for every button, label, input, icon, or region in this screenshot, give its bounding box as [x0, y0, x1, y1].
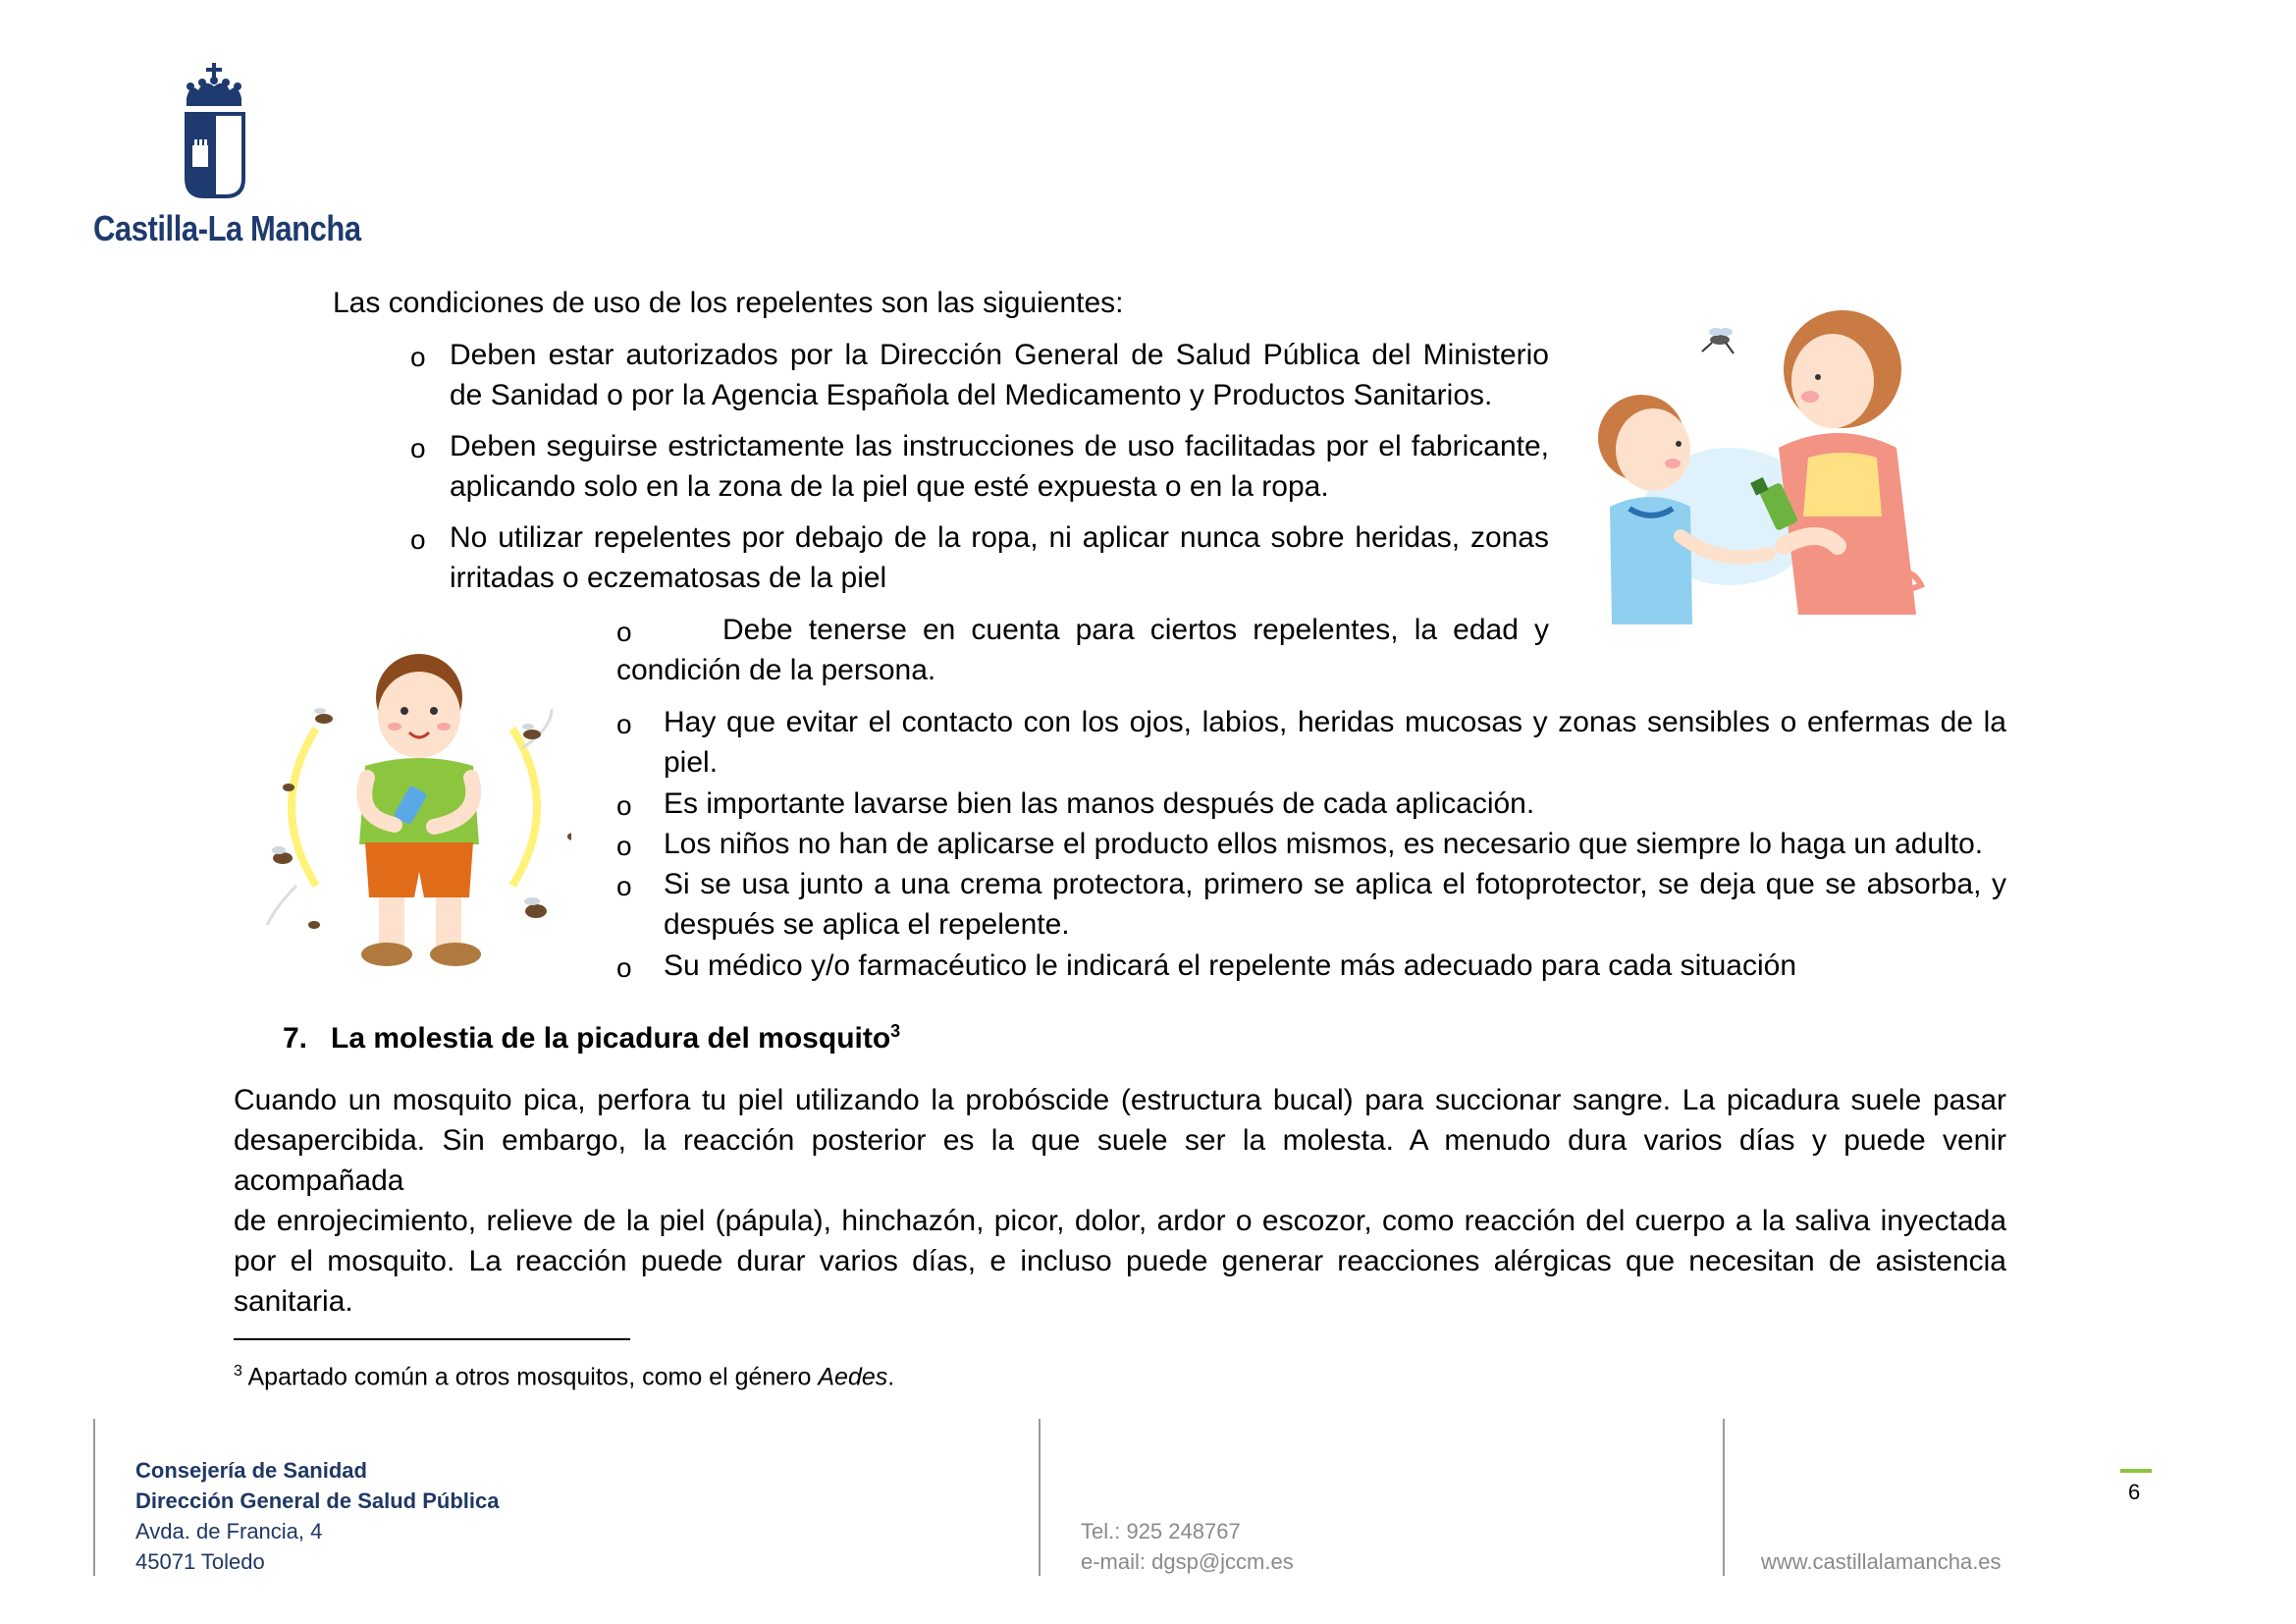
list-bullet: o: [410, 433, 426, 463]
list-bullet: o: [616, 709, 632, 739]
page-number-accent: [2120, 1469, 2152, 1473]
section-heading: [283, 1018, 900, 1058]
section-title: La molestia de la picadura del mosquito: [331, 1022, 891, 1055]
woman-applying-repellent-illustration: [1582, 300, 1975, 630]
list-bullet: o: [616, 831, 632, 861]
paragraph-line: de enrojecimiento, relieve de la piel (pápula), hinchazón, picor, dolor, ardor o escozor, como reacción del cuerpo a la saliva inyectada: [234, 1205, 2006, 1237]
footer-divider: [93, 1419, 95, 1576]
list-bullet: o: [410, 342, 426, 372]
footer-email[interactable]: e-mail: dgsp@jccm.es: [1081, 1549, 1294, 1574]
paragraph-line: sanitaria.: [234, 1285, 353, 1318]
list-bullet: o: [616, 952, 632, 983]
list-item: Hay que evitar el contacto con los ojos, labios, heridas mucosas y zonas sensibles o enfermas de la piel.: [664, 706, 2006, 779]
paragraph-line: Cuando un mosquito pica, perfora tu piel utilizando la probóscide (estructura bucal) para succionar sangre. La picadura suele pasar: [234, 1084, 2006, 1116]
paragraph-line: desapercibida. Sin embargo, la reacción posterior es la que suele ser la molesta. A menudo dura varios días y puede venir acompañada: [234, 1124, 2006, 1197]
footnote-text: Apartado común a otros mosquitos, como el género: [247, 1363, 819, 1391]
section-number: 7.: [283, 1022, 308, 1055]
conditions-intro: Las condiciones de uso de los repelentes son las siguientes:: [333, 287, 1124, 319]
footnote-mark: 3: [234, 1363, 242, 1380]
list-item: Su médico y/o farmacéutico le indicará el repelente más adecuado para cada situación: [664, 949, 1797, 982]
footer-org-line2: Dirección General de Salud Pública: [135, 1489, 500, 1513]
footer-org-line1: Consejería de Sanidad: [135, 1458, 367, 1483]
logo-wordmark: Castilla-La Mancha: [93, 208, 361, 248]
footer-divider: [1723, 1419, 1725, 1576]
list-item: Debe tenerse en cuenta para ciertos repelentes, la edad y condición de la persona.: [616, 614, 1549, 686]
footer-phone: Tel.: 925 248767: [1081, 1519, 1241, 1543]
list-bullet: o: [410, 524, 426, 555]
list-bullet: o: [616, 790, 632, 821]
body-paragraph: [234, 1080, 2006, 1322]
boy-with-repellent-illustration: [257, 640, 571, 974]
list-item: Los niños no han de aplicarse el producto ellos mismos, es necesario que siempre lo haga un adulto.: [664, 828, 1984, 860]
list-bullet: o: [616, 617, 632, 647]
footnote-italic: Aedes: [818, 1363, 888, 1391]
paragraph-line: por el mosquito. La reacción puede durar varios días, e incluso puede generar reacciones alérgicas que necesitan de asistencia: [234, 1245, 2006, 1277]
footnote-end: .: [887, 1363, 895, 1391]
footnote-ref: 3: [890, 1021, 901, 1041]
list-item: No utilizar repelentes por debajo de la ropa, ni aplicar nunca sobre heridas, zonas irritadas o eczematosas de la piel: [450, 521, 1549, 594]
footnote: [234, 1355, 894, 1393]
footer-address-line2: 45071 Toledo: [135, 1549, 265, 1574]
list-item: Deben seguirse estrictamente las instrucciones de uso facilitadas por el fabricante, aplicando solo en la zona de la piel que esté expuesta o en la ropa.: [450, 430, 1549, 503]
footer-divider: [1039, 1419, 1041, 1576]
page-number: 6: [2128, 1480, 2141, 1504]
list-item: Si se usa junto a una crema protectora, primero se aplica el fotoprotector, se deja que se absorba, y después se aplica el repelente.: [664, 868, 2006, 941]
footnote-separator: [234, 1338, 630, 1340]
footer-address-line1: Avda. de Francia, 4: [135, 1519, 323, 1543]
list-item: Deben estar autorizados por la Dirección General de Salud Pública del Ministerio de Sanidad o por la Agencia Española del Medicamento y Productos Sanitarios.: [450, 339, 1549, 411]
list-bullet: o: [616, 871, 632, 901]
list-item: Es importante lavarse bien las manos después de cada aplicación.: [664, 787, 1535, 820]
footer-website-link[interactable]: www.castillalamancha.es: [1761, 1549, 2002, 1574]
